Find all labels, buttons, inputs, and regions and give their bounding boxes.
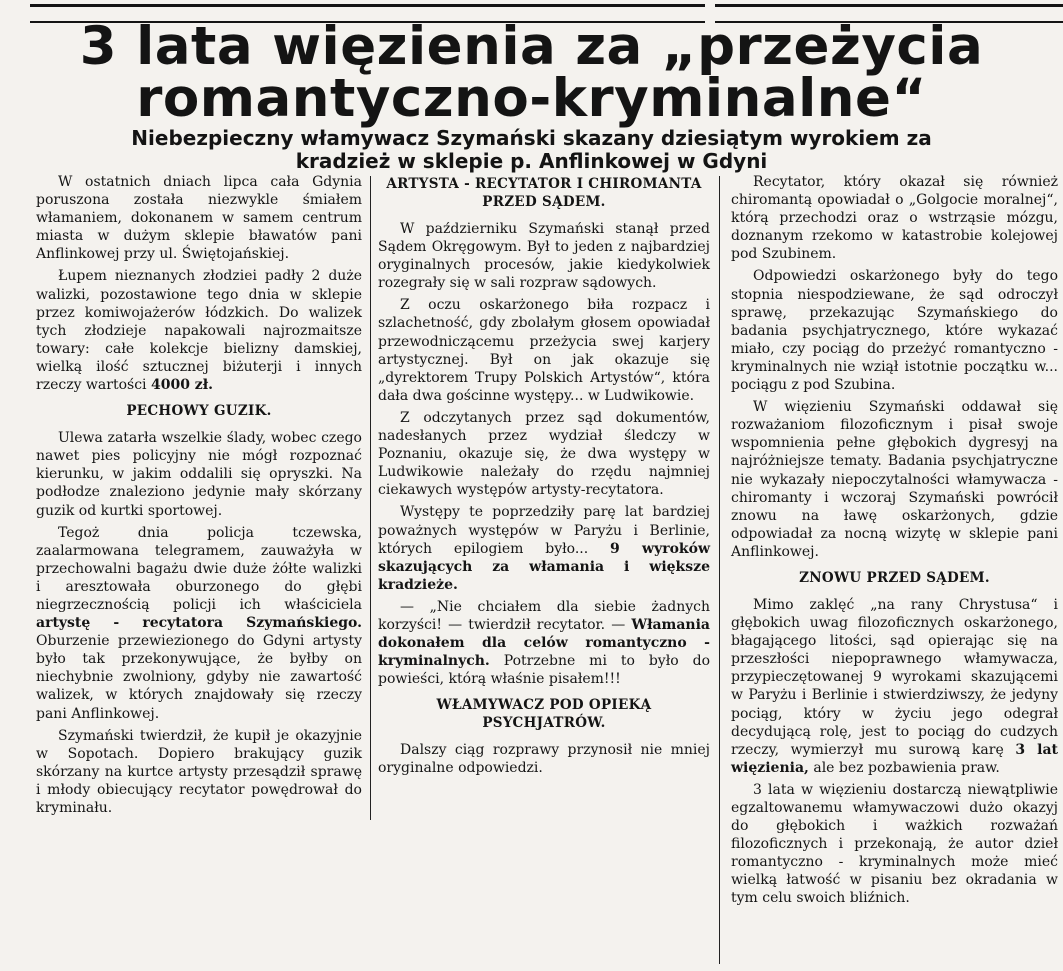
text-run: Tegoż dnia policja tczewska, zaalarmowana telegramem, zauważyła w przechowalni bagażu dwie duże żółte walizki i aresztowała oburzonego do głębi niegrzecznością policji ich właściciela — [36, 524, 362, 613]
article-column-1 — [36, 173, 362, 821]
paragraph: Odpowiedzi oskarżonego były do tego stopnia niespodziewane, że sąd odroczył sprawę, przekazując Szymańskiego do badania psychjatrycznego, które wykazać miało, czy pociąg do przeżyć romantyczno - kryminalnych nie wziął istotnie początku w... pociągu z pod Szubina. — [731, 268, 1058, 394]
paragraph: 3 lata w więzieniu dostarczą niewątpliwie egzaltowanemu włamywaczowi dużo okazyj do głębokich i ważkich rozważań filozoficznych i przekonają, że autor dzieł romantyczno - kryminalnych może mieć wielką łatwość w pisaniu bez okradania w tym celu swoich bliźnich. — [731, 781, 1058, 907]
text-run: ale bez pozbawienia praw. — [808, 759, 1000, 776]
paragraph — [36, 267, 362, 394]
headline-line-1: 3 lata więzienia za „przeżycia — [79, 16, 984, 77]
paragraph: Ulewa zatarła wszelkie ślady, wobec czego nawet pies policyjny nie mógł rozpoznać kierunku, w jakim oddalili się opryszki. Na podłodze znaleziono jedynie mały skórzany guzik od kurtki sportowej. — [36, 430, 362, 519]
paragraph: Z odczytanych przez sąd dokumentów, nadesłanych przez wydział śledczy w Poznaniu, okazuje się, że dwa występy w Ludwikowie należały do rzędu najmniej ciekawych występów artysty-recytatora. — [378, 409, 710, 499]
paragraph: W październiku Szymański stanął przed Sądem Okręgowym. Był to jeden z najbardziej oryginalnych procesów, jakie kiedykolwiek rozegrały się w sali rozpraw sądowych. — [378, 221, 710, 292]
paragraph — [36, 524, 362, 723]
section-heading-znowu: ZNOWU PRZED SĄDEM. — [799, 569, 990, 586]
bold-run: artystę - recytatora Szymańskiego. — [36, 615, 362, 632]
subheadline-line-1: Niebezpieczny włamywacz Szymański skazany dziesiątym wyrokiem za — [131, 126, 932, 150]
paragraph: Szymański twierdził, że kupił je okazyjnie w Sopotach. Dopiero brakujący guzik skórzany na kurtce artysty przesądził sprawę i młody obiecujący recytator powędrował do kryminału. — [36, 727, 362, 816]
text-run: Potrzebne mi to było do powieści, którą właśnie pisałem!!! — [378, 653, 710, 688]
article-column-3 — [731, 173, 1058, 912]
paragraph — [378, 503, 710, 593]
section-heading-artysta: ARTYSTA - RECYTATOR I CHIROMANTA PRZED SĄDEM. — [386, 176, 702, 210]
headline-line-2: romantyczno-kryminalne“ — [136, 68, 927, 129]
article-column-2 — [378, 173, 710, 782]
paragraph: Dalszy ciąg rozprawy przynosił nie mniej oryginalne odpowiedzi. — [378, 742, 710, 777]
section-heading-pechowy-guzik: PECHOWY GUZIK. — [126, 403, 272, 420]
section-heading-opieka: WŁAMYWACZ POD OPIEKĄ PSYCHJATRÓW. — [436, 697, 652, 732]
column-rule-1 — [370, 176, 371, 820]
paragraph: W więzieniu Szymański oddawał się rozważaniom filozoficznym i pisał swoje wspomnienia pełne głębokich dygresyj na najróżniejsze tematy. Badania psychjatryczne nie wykazały niepoczytalności włamywacza - chiromanty i wczoraj Szymański powrócił znowu na ławę oskarżonych, gdzie odpowiadał za nocną wizytę w sklepie pani Anflinkowej. — [731, 399, 1058, 560]
subheadline-line-2: kradzież w sklepie p. Anflinkowej w Gdyni — [295, 149, 768, 173]
paragraph — [378, 598, 710, 688]
bold-run: Włamania dokonałem dla celów romantyczno - kryminalnych. — [378, 616, 710, 670]
bold-run: 3 lat więzienia, — [731, 741, 1058, 776]
column-rule-2 — [719, 176, 720, 964]
bold-run: 9 wyroków skazujących za włamania i większe kradzieże. — [378, 540, 711, 593]
text-run: — „Nie chciałem dla siebie żadnych korzyści! — twierdził recytator. — — [378, 598, 710, 633]
text-run: Łupem nieznanych złodziei padły 2 duże walizki, pozostawione tego dnia w sklepie przez komiwojażerów łódzkich. Do walizek tych złodzieje napakowali najrozmaitsze towary: całe kolekcje bielizny damskiej, wielką ilość sztucznej biżuterji i innych rzeczy wartości — [36, 268, 362, 394]
paragraph: W ostatnich dniach lipca cała Gdynia poruszona została niezwykle śmiałem włamaniem, dokonanem w samem centrum miasta w dużym sklepie bławatów pani Anflinkowej przy ul. Świętojańskiej. — [36, 174, 362, 263]
text-run: Oburzenie przewiezionego do Gdyni artysty było tak przekonywujące, że byłby on niechybnie zwolniony, gdyby nie zawartość walizek, w których znajdowały się rzeczy pani Anflinkowej. — [36, 633, 362, 722]
paragraph: Z oczu oskarżonego biła rozpacz i szlachetność, gdy zbolałym głosem opowiadał przewodniczącemu przeżycia swej karjery artystycznej. Był on jak okazuje się „dyrektorem Trupy Polskich Artystów“, która dała dwa gościnne występy... w Ludwikowie. — [378, 297, 710, 404]
paragraph — [731, 596, 1058, 777]
text-run: Występy te poprzedziły parę lat bardziej poważnych występów w Paryżu i Berlinie, których epilogiem było... — [378, 504, 710, 557]
text-run: Mimo zaklęć „na rany Chrystusa“ i głębokich uwag filozoficznych oskarżonego, błagającego litości, sąd opierając się na przeszłości niepoprawnego włamywacza, przypieczętowanej 9 wyrokami skazującemi w Paryżu i Berlinie i stwierdziwszy, że jedyny pociąg, który w życiu jego odegrał decydującą rolę, jest to pociąg do cudzych rzeczy, wymierzył mu surową karę — [731, 596, 1058, 758]
bold-run: 4000 zł. — [150, 377, 214, 394]
paragraph: Recytator, który okazał się również chiromantą opowiadał o „Golgocie moralnej“, którą przechodzi oraz o wstrząsie mózgu, doznanym rzekomo w katastrobie kolejowej pod Szubinem. — [731, 174, 1058, 263]
